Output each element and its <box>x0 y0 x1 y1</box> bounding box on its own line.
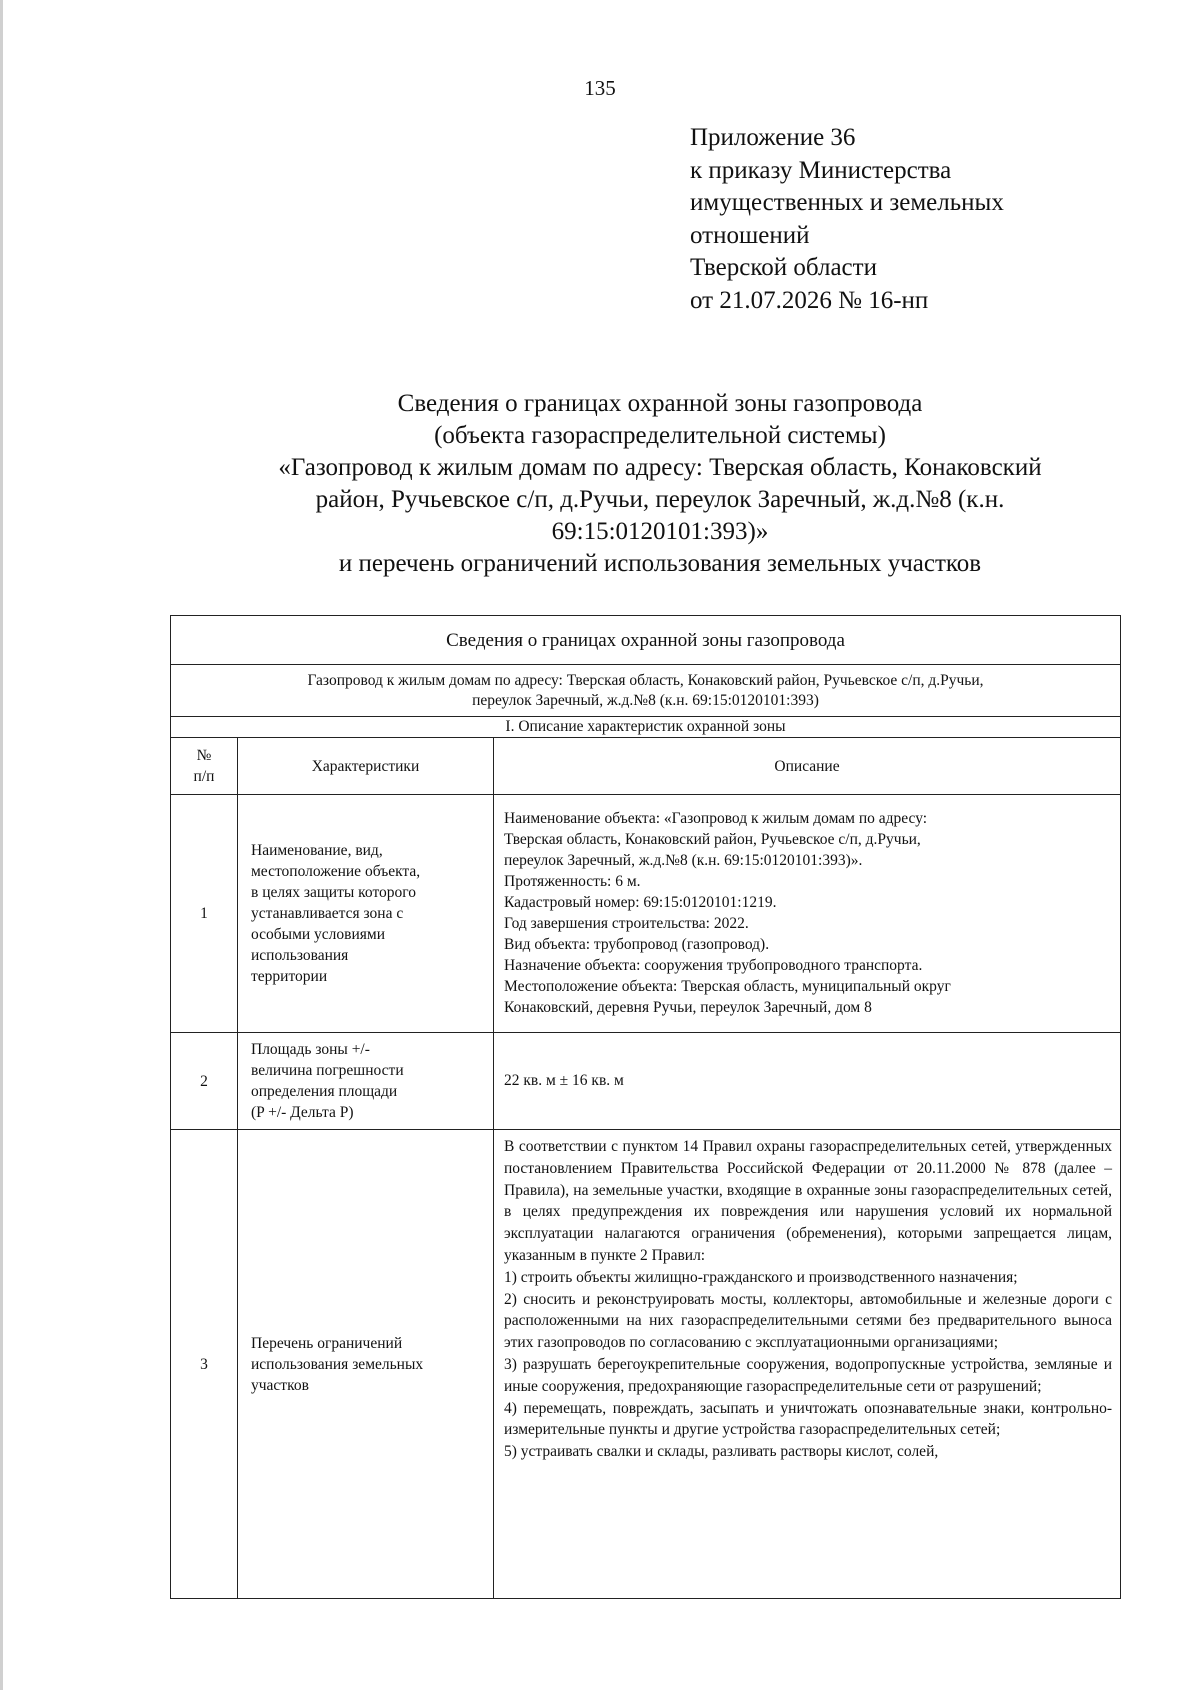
row-description <box>494 1033 1121 1130</box>
description-paragraph: 2) сносить и реконструировать мосты, коллекторы, автомобильные и железные дороги с расположенными на них газораспределительными сетями без предварительного выноса этих газопроводов по согласованию с эксплуатационными организациями; <box>504 1290 1113 1352</box>
zone-info-table <box>170 615 1121 1599</box>
characteristic-line: Перечень ограничений <box>251 1334 403 1352</box>
description-line: Кадастровый номер: 69:15:0120101:1219. <box>504 894 777 911</box>
description-line: 22 кв. м ± 16 кв. м <box>504 1072 624 1089</box>
characteristic-line: в целях защиты которого <box>251 884 416 901</box>
description-paragraph: 4) перемещать, повреждать, засыпать и уничтожать опознавательные знаки, контрольно-измерительные пункты и другие устройства газораспределительных сетей; <box>504 1399 1113 1439</box>
table-header: Сведения о границах охранной зоны газопровода <box>171 616 1121 665</box>
row-description <box>494 795 1121 1033</box>
appendix-line: к приказу Министерства <box>690 156 952 184</box>
row-number: 2 <box>171 1033 238 1130</box>
appendix-line: отношений <box>690 221 810 249</box>
table-row <box>171 1033 1121 1130</box>
characteristic-line: использования <box>251 947 349 964</box>
column-header-no-line: п/п <box>193 768 215 785</box>
section-title: I. Описание характеристик охранной зоны <box>171 717 1121 738</box>
title-line: и перечень ограничений использования земельных участков <box>338 550 982 577</box>
row-description <box>494 1130 1121 1599</box>
row-number: 3 <box>171 1130 238 1599</box>
subheader-line: Газопровод к жилым домам по адресу: Тверская область, Конаковский район, Ручьевское с/п, д.Ручьи, <box>307 671 984 689</box>
description-line: Протяженность: 6 м. <box>504 873 641 890</box>
description-paragraph: 3) разрушать берегоукрепительные сооружения, водопропускные устройства, земляные и иные сооружения, предохраняющие газораспределительные сети от разрушений; <box>504 1355 1113 1395</box>
description-line: Наименование объекта: «Газопровод к жилым домам по адресу: <box>504 810 928 827</box>
characteristic-line: Площадь зоны +/- <box>251 1041 370 1058</box>
table-row <box>171 1130 1121 1599</box>
table-subheader-row <box>171 665 1121 717</box>
table-subheader <box>171 665 1121 717</box>
row-characteristic <box>238 795 494 1033</box>
description-line: Конаковский, деревня Ручьи, переулок Заречный, дом 8 <box>504 999 872 1016</box>
section-row <box>171 717 1121 738</box>
characteristic-line: величина погрешности <box>251 1062 404 1079</box>
description-line: Тверская область, Конаковский район, Ручьевское с/п, д.Ручьи, <box>504 831 921 848</box>
description-line: переулок Заречный, ж.д.№8 (к.н. 69:15:0120101:393)». <box>504 852 863 869</box>
row-characteristic <box>238 1033 494 1130</box>
row-number: 1 <box>171 795 238 1033</box>
title-line: район, Ручьевское с/п, д.Ручьи, переулок Заречный, ж.д.№8 (к.н. <box>315 486 1005 513</box>
appendix-line: от 21.07.2026 № 16-нп <box>690 286 929 314</box>
description-paragraph: 1) строить объекты жилищно-гражданского и производственного назначения; <box>504 1268 1018 1286</box>
document-title <box>160 388 1160 580</box>
column-header-characteristics: Характеристики <box>238 738 494 795</box>
table-header-row <box>171 616 1121 665</box>
appendix-block <box>690 122 1004 317</box>
description-line: Назначение объекта: сооружения трубопроводного транспорта. <box>504 957 923 974</box>
description-line: Год завершения строительства: 2022. <box>504 915 749 932</box>
characteristic-line: местоположение объекта, <box>251 863 421 880</box>
column-header-no <box>171 738 238 795</box>
characteristic-line: особыми условиями <box>251 926 386 943</box>
description-line: Местоположение объекта: Тверская область, муниципальный округ <box>504 978 951 995</box>
title-line: «Газопровод к жилым домам по адресу: Тверская область, Конаковский <box>278 454 1042 481</box>
title-line: Сведения о границах охранной зоны газопровода <box>397 390 923 417</box>
characteristic-line: участков <box>251 1376 309 1394</box>
table-row <box>171 795 1121 1033</box>
row-characteristic <box>238 1130 494 1599</box>
characteristic-line: (P +/- Дельта P) <box>251 1104 354 1121</box>
appendix-line: имущественных и земельных <box>690 189 1004 216</box>
appendix-line: Приложение 36 <box>690 124 856 151</box>
characteristic-line: устанавливается зона с <box>251 905 404 922</box>
description-line: Вид объекта: трубопровод (газопровод). <box>504 936 770 953</box>
description-paragraph: В соответствии с пунктом 14 Правил охраны газораспределительных сетей, утвержденных постановлением Правительства Российской Федерации от 20.11.2000 № 878 (далее – Правила), на земельные участки, входящие в охранные зоны газораспределительных сетей, в целях предупреждения их повреждения или нарушения условий их нормальной эксплуатации налагаются ограничения (обременения), которыми запрещается лицам, указанным в пункте 2 Правил: <box>504 1138 1113 1264</box>
characteristic-line: использования земельных <box>251 1355 424 1373</box>
title-line: 69:15:0120101:393)» <box>551 518 769 545</box>
title-line: (объекта газораспределительной системы) <box>434 422 886 449</box>
characteristic-line: определения площади <box>251 1083 398 1100</box>
page-number: 135 <box>584 76 616 100</box>
column-header-no-line: № <box>196 747 212 764</box>
subheader-line: переулок Заречный, ж.д.№8 (к.н. 69:15:0120101:393) <box>472 691 819 709</box>
column-header-row <box>171 738 1121 795</box>
description-paragraph: 5) устраивать свалки и склады, разливать растворы кислот, солей, <box>504 1443 939 1461</box>
characteristic-line: территории <box>251 968 328 985</box>
characteristic-line: Наименование, вид, <box>251 842 383 859</box>
column-header-description: Описание <box>494 738 1121 795</box>
page-edge <box>0 0 3 1690</box>
appendix-line: Тверской области <box>690 254 877 281</box>
